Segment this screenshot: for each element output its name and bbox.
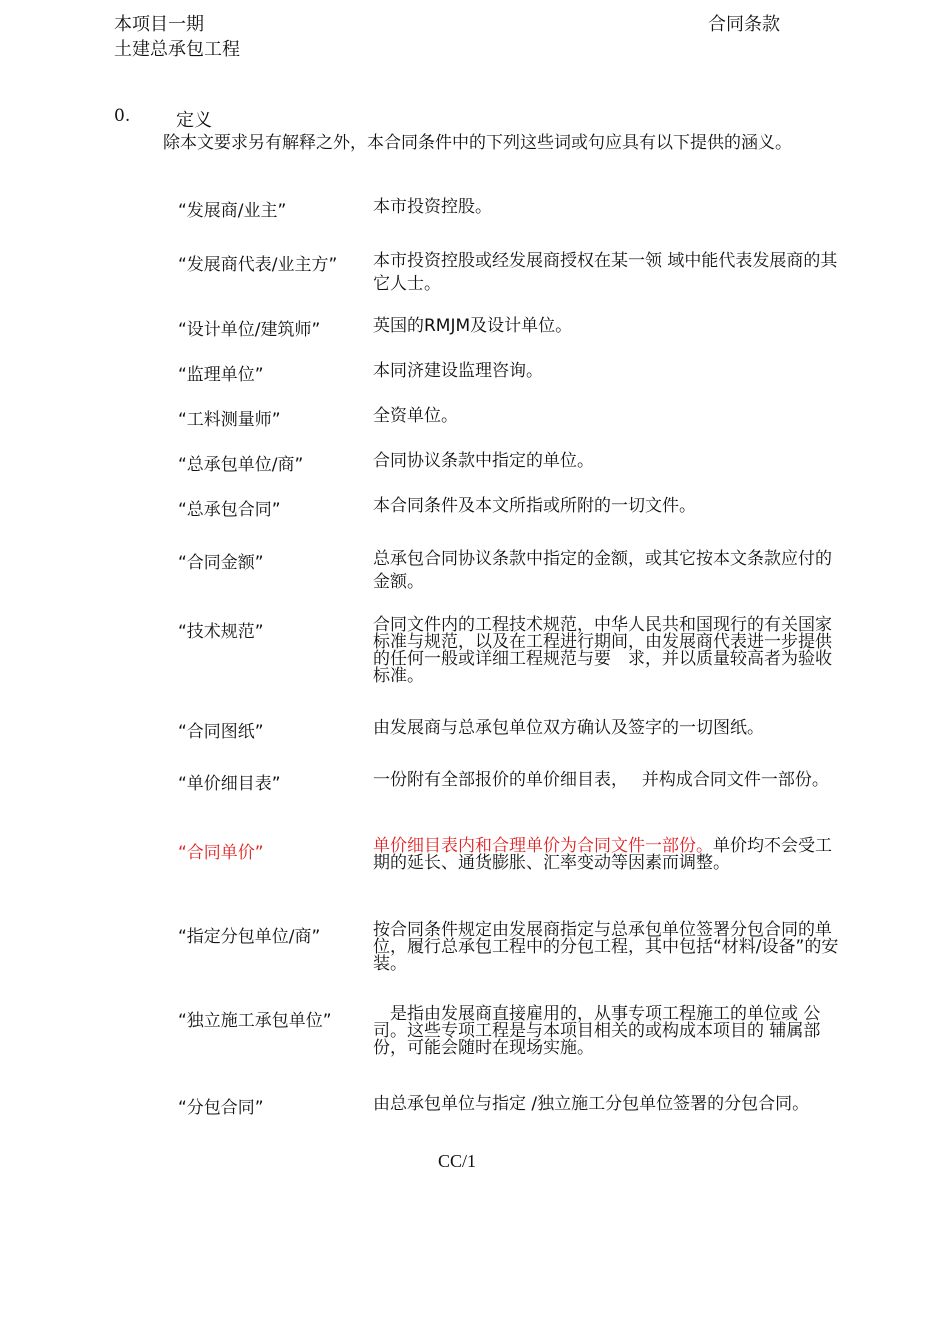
term-name: “发展商/业主” — [178, 201, 287, 221]
term-definition-rest: 单价均不会受工期的延长、通货膨胀、汇率变动等因素而调整。 — [373, 836, 832, 873]
term-name: “指定分包单位/商” — [178, 927, 321, 947]
term-name: “总承包单位/商” — [178, 455, 304, 475]
term-name: “总承包合同” — [178, 500, 281, 520]
term-definition: 按合同条件规定由发展商指定与总承包单位签署分包合同的单位，履行总承包工程中的分包工程，其中包括“材料/设备”的安装。 — [373, 920, 839, 974]
term-definition: 合同文件内的工程技术规范，中华人民共和国现行的有关国家标准与规范，以及在工程进行期间，由发展商代表进一步提供的任何一般或详细工程规范与要 求，并以质量较高者为验收标准。 — [373, 615, 832, 686]
term-name: “技术规范” — [178, 622, 264, 642]
term-definition-highlight: 单价细目表内和合理单价为合同文件一部份。 — [373, 836, 713, 856]
term-definition — [373, 838, 848, 872]
term-definition: 英国的RMJM及设计单位。 — [373, 316, 573, 336]
term-definition: 本合同条件及本文所指或所附的一切文件。 — [373, 496, 696, 516]
term-name: “监理单位” — [178, 365, 264, 385]
term-name: “合同图纸” — [178, 722, 264, 742]
section-intro: 除本文要求另有解释之外，本合同条件中的下列这些词或句应具有以下提供的涵义。 — [163, 133, 792, 153]
header-work-name: 土建总承包工程 — [114, 39, 240, 60]
page-header-left — [114, 12, 240, 62]
term-definition: 本市投资控股。 — [373, 197, 492, 217]
term-definition: 本同济建设监理咨询。 — [373, 361, 543, 381]
term-name: “工料测量师” — [178, 410, 281, 430]
header-project-name: 本项目一期 — [114, 14, 204, 35]
term-definition: 由发展商与总承包单位双方确认及签字的一切图纸。 — [373, 718, 764, 738]
term-definition: 全资单位。 — [373, 406, 458, 426]
term-definition: 本市投资控股或经发展商授权在某一领 域中能代表发展商的其它人士。 — [373, 251, 838, 294]
term-name: “设计单位/建筑师” — [178, 320, 321, 340]
page-number: CC/1 — [438, 1151, 477, 1171]
section-title: 定义 — [176, 110, 212, 131]
term-name: “分包合同” — [178, 1098, 264, 1118]
term-definition: 总承包合同协议条款中指定的金额，或其它按本文条款应付的金额。 — [373, 549, 832, 592]
term-name: “合同金额” — [178, 553, 264, 573]
term-name: “单价细目表” — [178, 774, 281, 794]
term-definition: 是指由发展商直接雇用的，从事专项工程施工的单位或 公司。这些专项工程是与本项目相关的或构成本项目的 辅属部份，可能会随时在现场实施。 — [373, 1004, 821, 1058]
term-definition: 由总承包单位与指定 /独立施工分包单位签署的分包合同。 — [373, 1094, 810, 1114]
term-definition: 一份附有全部报价的单价细目表， 并构成合同文件一部份。 — [373, 770, 829, 790]
term-name: “合同单价” — [178, 843, 264, 863]
term-name: “发展商代表/业主方” — [178, 255, 338, 275]
header-doc-type: 合同条款 — [708, 14, 780, 35]
term-definition: 合同协议条款中指定的单位。 — [373, 451, 594, 471]
term-name: “独立施工承包单位” — [178, 1011, 332, 1031]
section-number: 0. — [114, 106, 131, 126]
